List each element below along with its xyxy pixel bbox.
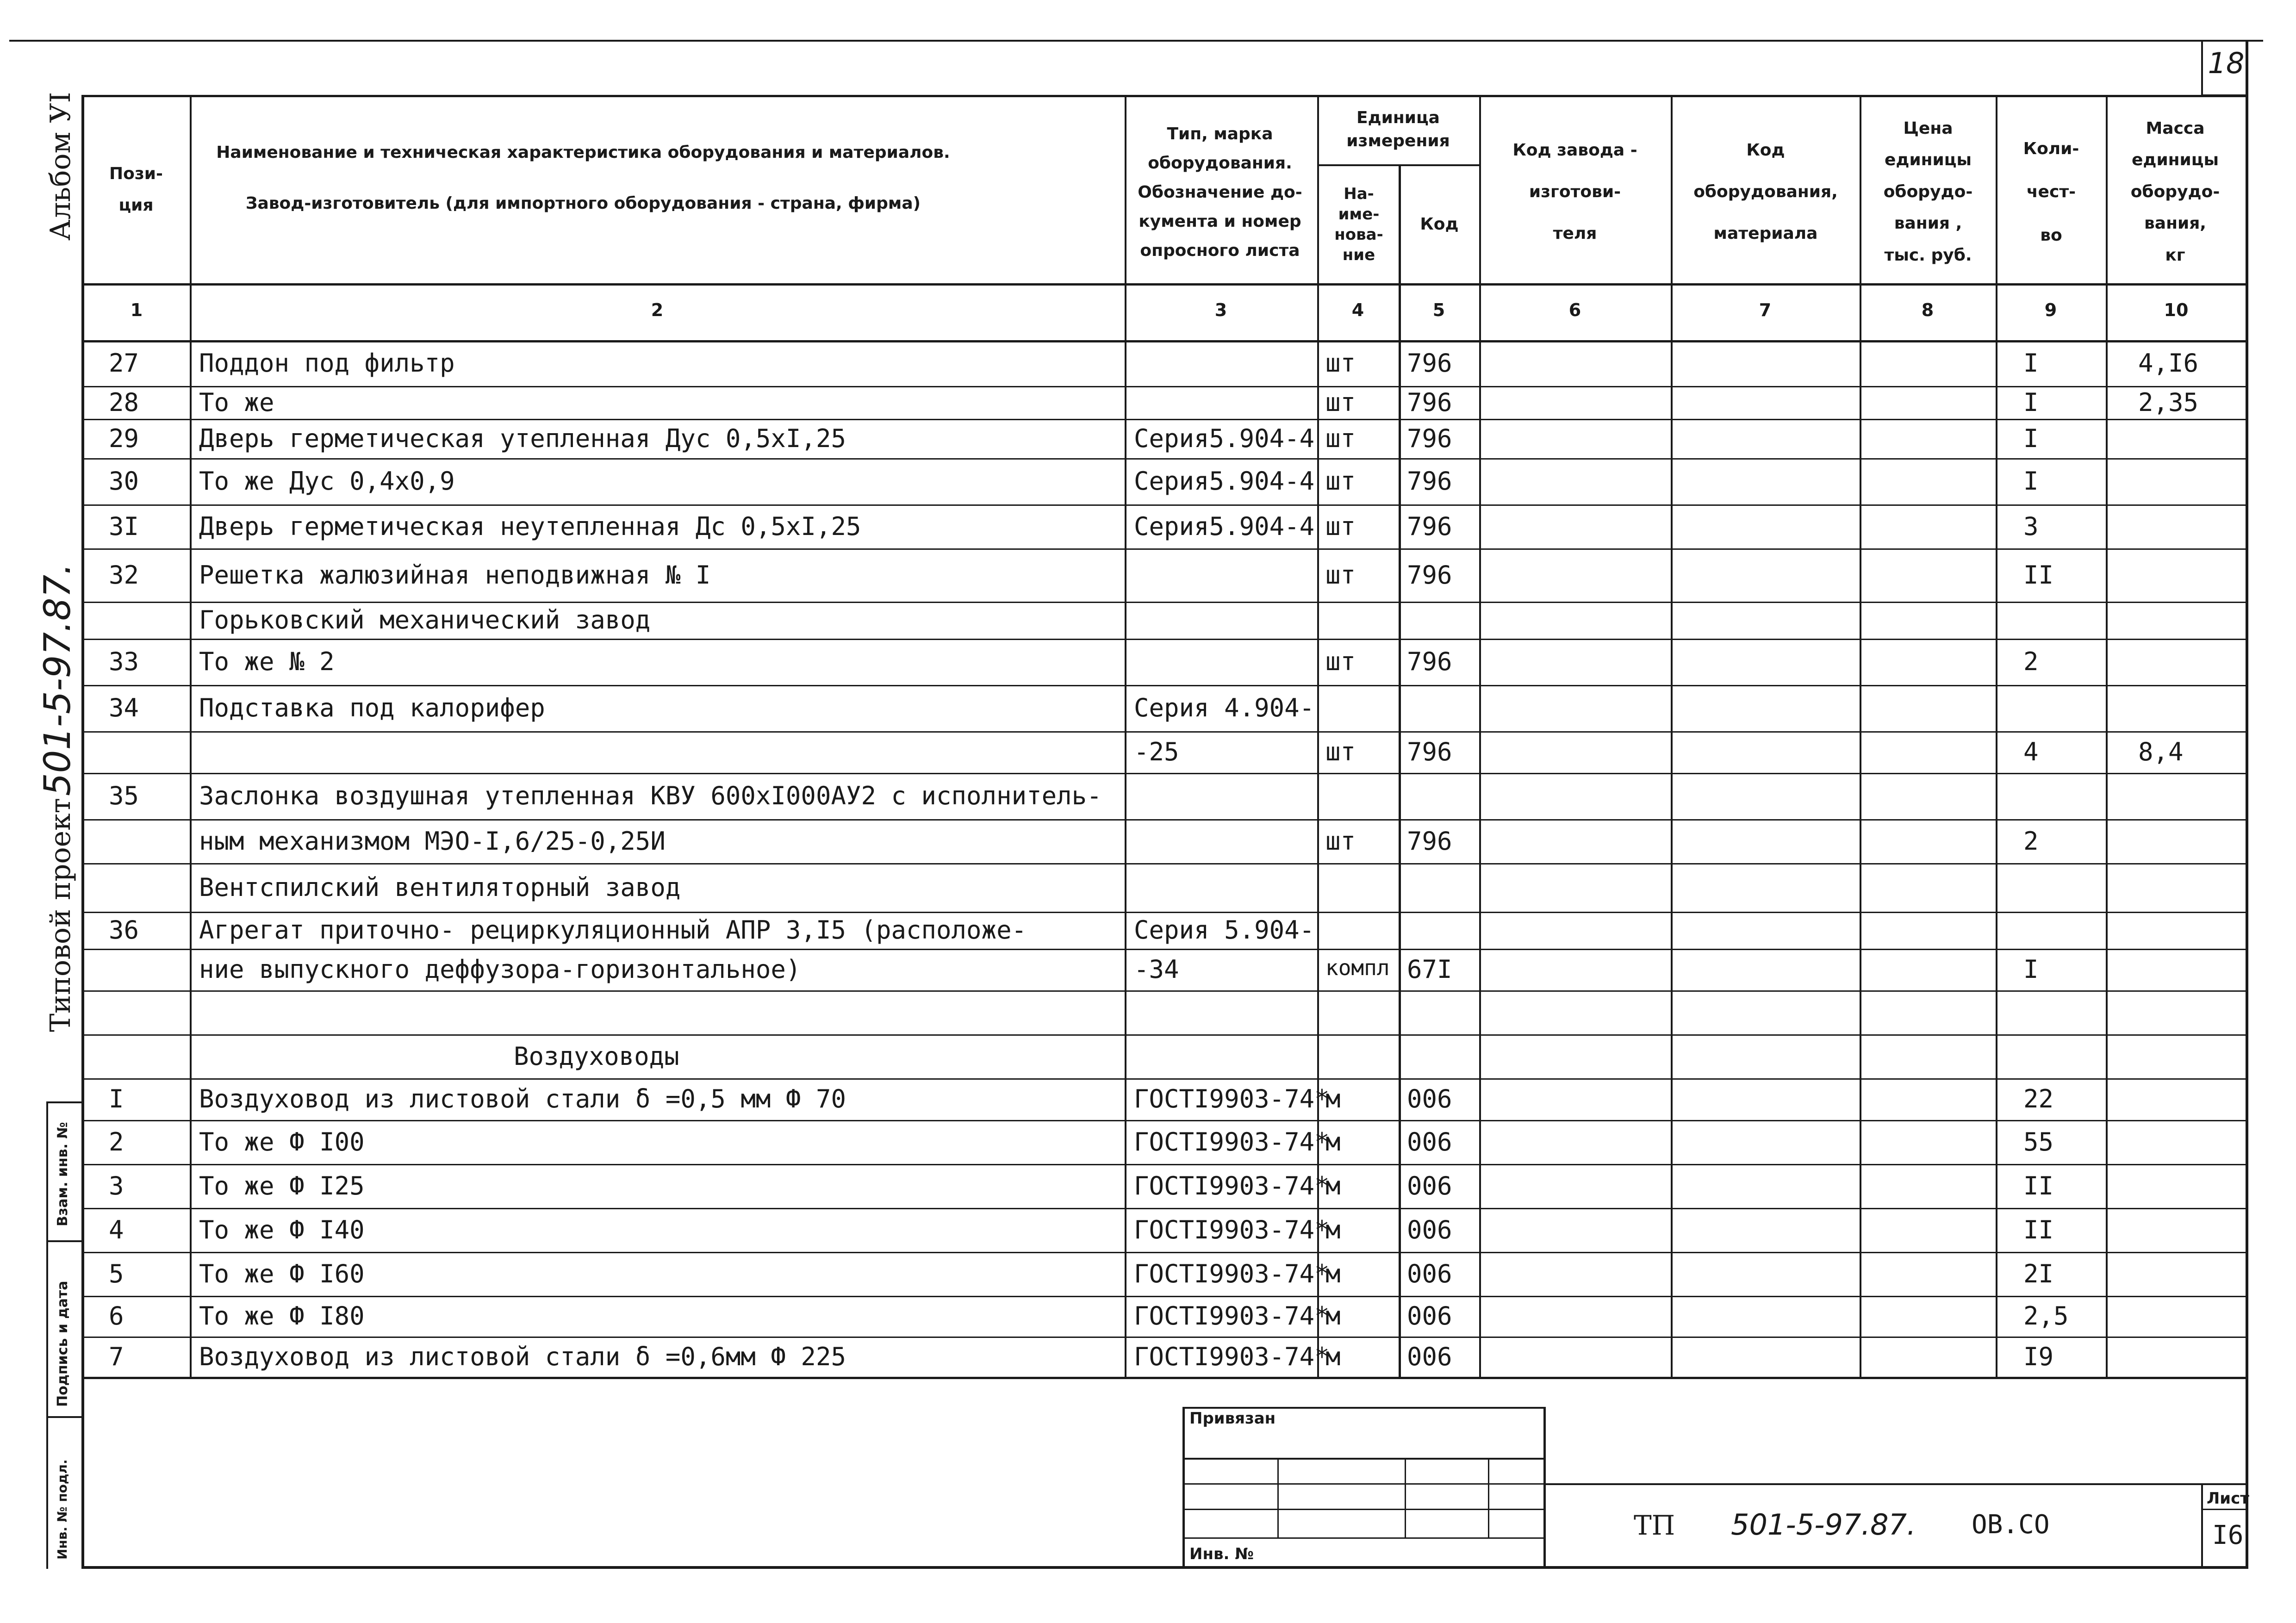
row-code: 006 <box>1407 1171 1452 1200</box>
row-pos: 27 <box>109 348 139 378</box>
row-unit: м <box>1325 1084 1341 1113</box>
typical-project-label: Типовой проект <box>44 798 77 1032</box>
row-qty: 3 <box>2023 511 2039 541</box>
row-line <box>81 773 2247 774</box>
row-mass: 8,4 <box>2138 737 2184 766</box>
header-name-line1: Наименование и техническая характеристика оборудования и материалов. <box>216 143 950 162</box>
row-doc: ГОСТI9903-74* <box>1134 1342 1330 1371</box>
row-code: 006 <box>1407 1127 1452 1157</box>
row-qty: 2 <box>2023 647 2039 676</box>
row-code: 796 <box>1407 511 1452 541</box>
row-pos: 33 <box>109 647 139 676</box>
col-line <box>1860 95 1861 1377</box>
stamp-inv-label: Инв. № <box>1189 1545 1254 1563</box>
stamp-line <box>1182 1407 1185 1566</box>
stamp-sign-date: Подпись и дата <box>55 1281 71 1407</box>
column-number: 2 <box>651 300 664 320</box>
row-name: Дверь герметическая неутепленная Дс 0,5хI,25 <box>199 511 861 541</box>
stamp-mark: ОВ.СО <box>1972 1510 2050 1540</box>
table-bottom-line <box>81 1377 2247 1379</box>
stamp-line <box>2201 1483 2203 1567</box>
row-name: То же Ф I00 <box>199 1127 365 1157</box>
row-doc: Серия5.904-4 <box>1134 423 1315 453</box>
row-line <box>81 1296 2247 1297</box>
stamp-attached-label: Привязан <box>1189 1409 1276 1428</box>
row-name: ние выпускного деффузора-горизонтальное) <box>199 955 801 984</box>
row-qty: I9 <box>2023 1342 2054 1371</box>
row-pos: 6 <box>109 1301 124 1331</box>
stamp-line <box>1277 1458 1279 1537</box>
row-line <box>81 639 2247 640</box>
row-unit: шт <box>1325 560 1356 590</box>
header-unit-code: Код <box>1420 214 1459 234</box>
column-number: 10 <box>2164 300 2189 320</box>
row-qty: 2 <box>2023 826 2039 856</box>
col-line <box>1399 164 1401 1377</box>
row-name: То же Ф I25 <box>199 1171 365 1200</box>
row-qty: 4 <box>2023 737 2039 766</box>
row-name: То же Дус 0,4х0,9 <box>199 466 455 496</box>
row-unit: компл <box>1325 955 1390 980</box>
row-qty: 2I <box>2023 1259 2054 1288</box>
row-code: 006 <box>1407 1301 1452 1331</box>
row-unit: м <box>1325 1342 1341 1371</box>
stamp-line <box>1182 1407 1543 1409</box>
row-unit: шт <box>1325 348 1356 378</box>
row-unit: шт <box>1325 387 1356 417</box>
row-pos: 30 <box>109 466 139 496</box>
row-qty: II <box>2023 1215 2054 1244</box>
row-name: То же <box>199 387 274 417</box>
row-doc: ГОСТI9903-74* <box>1134 1301 1330 1331</box>
row-code: 796 <box>1407 387 1452 417</box>
row-name: ным механизмом МЭО-I,6/25-0,25И <box>199 826 666 856</box>
row-qty: 55 <box>2023 1127 2054 1157</box>
row-code: 796 <box>1407 423 1452 453</box>
row-doc: -25 <box>1134 737 1179 766</box>
row-line <box>81 990 2247 992</box>
row-doc: Серия 4.904- <box>1134 693 1315 722</box>
stamp-line <box>1405 1458 1406 1537</box>
header-mass: Масса единицы оборудо- вания, кг <box>2130 119 2220 265</box>
colnum-bottom-line <box>81 340 2247 342</box>
row-pos: 32 <box>109 560 139 590</box>
row-name: Решетка жалюзийная неподвижная № I <box>199 560 711 590</box>
stamp-line <box>1488 1458 1489 1537</box>
row-doc: ГОСТI9903-74* <box>1134 1084 1330 1113</box>
row-code: 006 <box>1407 1215 1452 1244</box>
col-line <box>1996 95 1997 1377</box>
row-pos: I <box>109 1084 124 1113</box>
row-doc: Серия5.904-4 <box>1134 466 1315 496</box>
row-name: Горьковский механический завод <box>199 605 651 634</box>
row-name: Воздуховод из листовой стали δ =0,6мм Ф 225 <box>199 1342 846 1371</box>
stamp-replace-inv: Взам. инв. № <box>55 1122 71 1226</box>
row-line <box>81 458 2247 460</box>
column-number: 9 <box>2044 300 2057 320</box>
stamp-line <box>1182 1537 1543 1539</box>
row-line <box>81 1252 2247 1253</box>
row-pos: 34 <box>109 693 139 722</box>
row-qty: II <box>2023 560 2054 590</box>
frame-bottom <box>81 1566 2248 1569</box>
row-qty: 2,5 <box>2023 1301 2069 1331</box>
stamp-orig-inv: Инв. № подл. <box>55 1459 70 1560</box>
row-pos: 4 <box>109 1215 124 1244</box>
row-pos: 3I <box>109 511 139 541</box>
row-name: Заслонка воздушная утепленная КВУ 600хI000АУ2 с исполнитель- <box>199 781 1102 810</box>
row-code: 796 <box>1407 466 1452 496</box>
column-number: 7 <box>1759 300 1772 320</box>
row-code: 796 <box>1407 826 1452 856</box>
stamp-line <box>1182 1458 1543 1460</box>
row-doc: ГОСТI9903-74* <box>1134 1127 1330 1157</box>
stamp-line <box>1182 1509 1543 1510</box>
row-mass: 4,I6 <box>2138 348 2199 378</box>
side-project-code: 501-5-97.87. <box>37 563 79 796</box>
row-doc: ГОСТI9903-74* <box>1134 1259 1330 1288</box>
row-line <box>81 386 2247 387</box>
frame-right <box>2246 41 2248 1569</box>
row-doc: ГОСТI9903-74* <box>1134 1171 1330 1200</box>
row-line <box>81 1337 2247 1338</box>
header-price: Цена единицы оборудо- вания , тыс. руб. <box>1883 119 1973 265</box>
row-pos: 5 <box>109 1259 124 1288</box>
row-name: То же Ф I80 <box>199 1301 365 1331</box>
corner-sheet-number: 18 <box>2208 46 2245 80</box>
row-line <box>81 1120 2247 1121</box>
row-code: 796 <box>1407 348 1452 378</box>
column-number: 6 <box>1568 300 1581 320</box>
row-mass: 2,35 <box>2138 387 2199 417</box>
row-pos: 3 <box>109 1171 124 1200</box>
col-line <box>190 95 192 1377</box>
row-doc: -34 <box>1134 955 1179 984</box>
header-unit: Единица измерения <box>1346 108 1450 150</box>
row-name: Поддон под фильтр <box>199 348 455 378</box>
row-line <box>81 685 2247 686</box>
header-unit-name: На- име- нова- ние <box>1334 184 1383 265</box>
row-unit: шт <box>1325 511 1356 541</box>
row-unit: шт <box>1325 737 1356 766</box>
row-qty: I <box>2023 955 2039 984</box>
row-name: Вентспилский вентиляторный завод <box>199 872 681 902</box>
row-pos: 36 <box>109 915 139 945</box>
row-code: 006 <box>1407 1259 1452 1288</box>
col-line <box>2106 95 2108 1377</box>
header-position: Пози- ция <box>109 164 163 215</box>
row-line <box>81 912 2247 913</box>
unit-subheader-line <box>1317 164 1479 166</box>
header-bottom-line <box>81 283 2247 286</box>
row-doc: Серия5.904-4 <box>1134 511 1315 541</box>
row-pos: 2 <box>109 1127 124 1157</box>
row-unit: м <box>1325 1301 1341 1331</box>
row-unit: м <box>1325 1259 1341 1288</box>
header-top-line <box>81 95 2247 97</box>
row-name: Подставка под калорифер <box>199 693 545 722</box>
row-line <box>81 1034 2247 1036</box>
stamp-tp: ТП <box>1634 1510 1675 1541</box>
column-number: 4 <box>1351 300 1364 320</box>
row-line <box>81 949 2247 950</box>
header-name-line2: Завод-изготовитель (для импортного оборудования - страна, фирма) <box>245 193 921 213</box>
row-pos: 28 <box>109 387 139 417</box>
row-qty: 22 <box>2023 1084 2054 1113</box>
row-name: Дверь герметическая утепленная Дус 0,5хI,25 <box>199 423 846 453</box>
col-line <box>1479 95 1481 1377</box>
row-line <box>81 419 2247 420</box>
row-code: 796 <box>1407 647 1452 676</box>
header-plant-code: Код завода - изготови- теля <box>1512 141 1637 243</box>
column-number: 1 <box>130 300 143 320</box>
row-qty: II <box>2023 1171 2054 1200</box>
row-name: То же Ф I40 <box>199 1215 365 1244</box>
stamp-line <box>1543 1407 1546 1566</box>
stamp-line <box>1543 1483 2246 1485</box>
row-qty: I <box>2023 466 2039 496</box>
row-unit: шт <box>1325 423 1356 453</box>
row-pos: 7 <box>109 1342 124 1371</box>
row-line <box>81 504 2247 506</box>
row-name: Агрегат приточно- рециркуляционный АПР 3,I5 (расположе- <box>199 915 1027 945</box>
row-pos: 29 <box>109 423 139 453</box>
row-line <box>81 819 2247 821</box>
stamp-sheet-label: Лист <box>2207 1489 2249 1508</box>
top-border <box>9 40 2263 42</box>
header-doc: Тип, марка оборудования. Обозначение до- кумента и номер опросного листа <box>1138 124 1302 260</box>
column-number: 3 <box>1214 300 1227 320</box>
stamp-line <box>2201 1509 2247 1510</box>
row-line <box>81 602 2247 603</box>
header-quantity: Коли- чест- во <box>2023 139 2079 245</box>
row-unit: м <box>1325 1171 1341 1200</box>
row-line <box>81 1208 2247 1209</box>
column-number: 8 <box>1921 300 1934 320</box>
row-unit: шт <box>1325 466 1356 496</box>
album-label: Альбом УI <box>44 92 77 241</box>
col-line <box>1125 95 1126 1377</box>
row-name: То же № 2 <box>199 647 335 676</box>
stamp-project-code: 501-5-97.87. <box>1731 1508 1916 1542</box>
row-name: То же Ф I60 <box>199 1259 365 1288</box>
stamp-sheet-number: I6 <box>2212 1520 2244 1550</box>
row-code: 006 <box>1407 1342 1452 1371</box>
row-unit: шт <box>1325 826 1356 856</box>
row-line <box>81 1078 2247 1080</box>
col-line <box>1671 95 1673 1377</box>
column-number: 5 <box>1432 300 1445 320</box>
row-name: Воздуховоды <box>514 1041 679 1071</box>
row-code: 796 <box>1407 737 1452 766</box>
row-doc: Серия 5.904- <box>1134 915 1315 945</box>
row-line <box>81 548 2247 550</box>
row-line <box>81 731 2247 733</box>
row-doc: ГОСТI9903-74* <box>1134 1215 1330 1244</box>
row-qty: I <box>2023 387 2039 417</box>
row-code: 67I <box>1407 955 1452 984</box>
row-line <box>81 1164 2247 1165</box>
stamp-line <box>1182 1483 1543 1485</box>
row-qty: I <box>2023 423 2039 453</box>
row-line <box>81 863 2247 864</box>
header-equipment-code: Код оборудования, материала <box>1693 141 1838 243</box>
row-qty: I <box>2023 348 2039 378</box>
row-unit: шт <box>1325 647 1356 676</box>
row-code: 006 <box>1407 1084 1452 1113</box>
row-unit: м <box>1325 1127 1341 1157</box>
row-code: 796 <box>1407 560 1452 590</box>
row-unit: м <box>1325 1215 1341 1244</box>
row-pos: 35 <box>109 781 139 810</box>
row-name: Воздуховод из листовой стали δ =0,5 мм Ф 70 <box>199 1084 846 1113</box>
